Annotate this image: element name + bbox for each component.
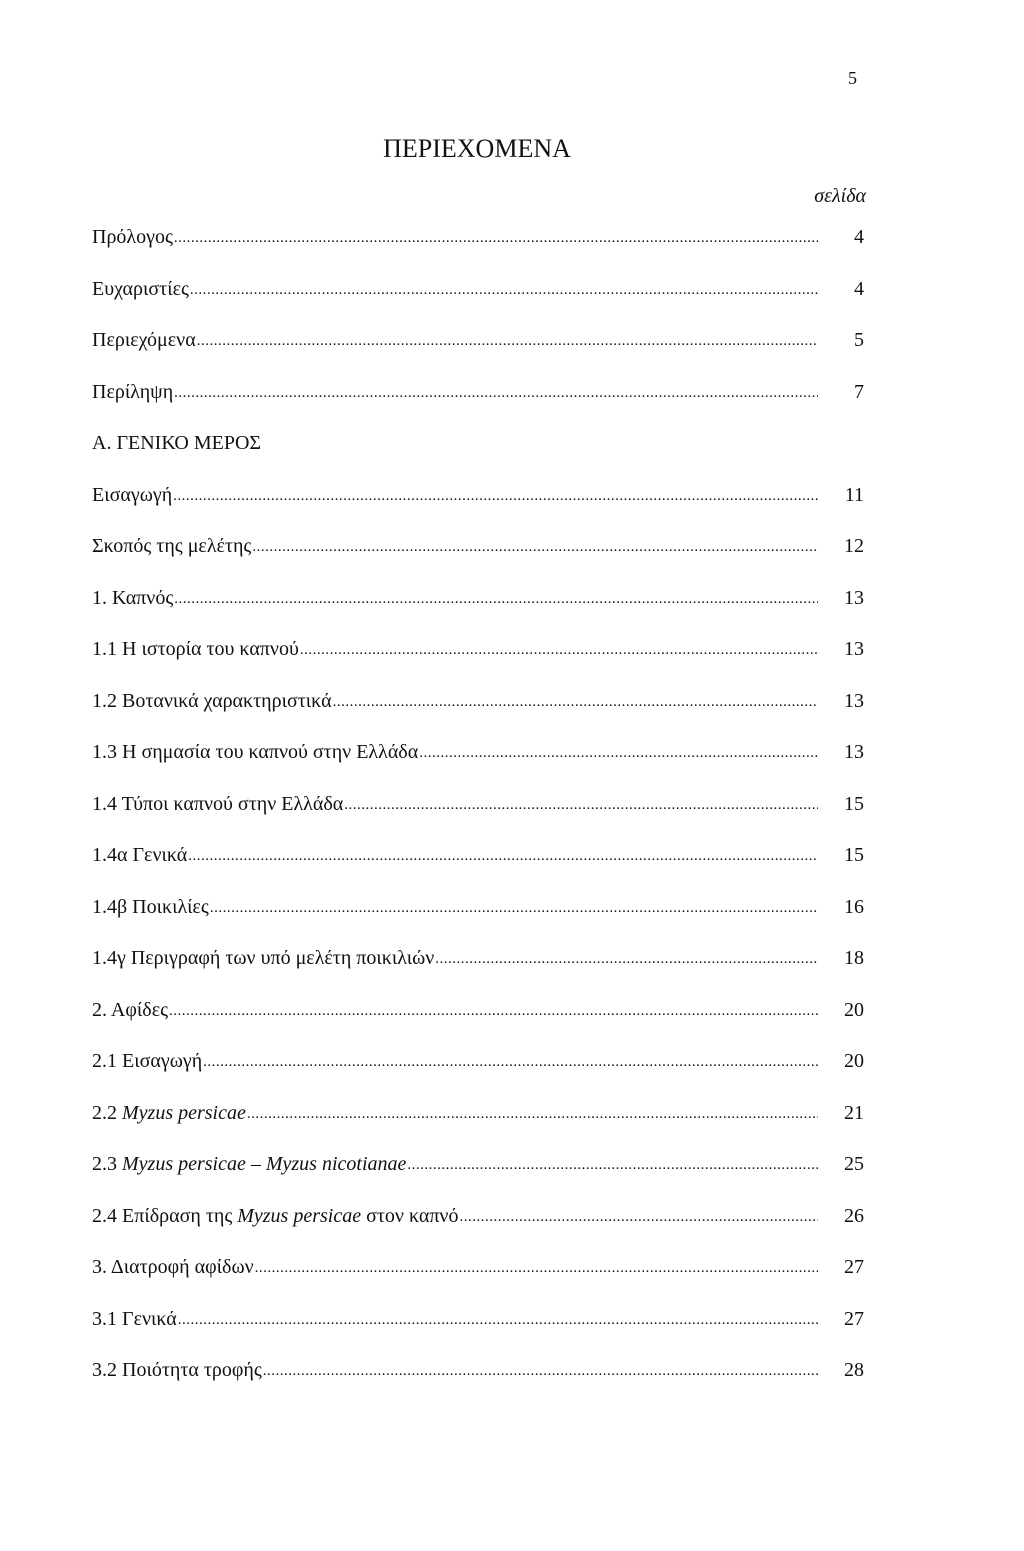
species-name: Myzus persicae: [122, 1101, 246, 1124]
dot-leader: [300, 629, 818, 669]
dot-leader: [407, 1144, 818, 1184]
toc-entry-page: 26: [844, 1204, 864, 1227]
toc-entry-label: Περίληψη: [92, 380, 174, 403]
toc-entry-page: 21: [844, 1101, 864, 1124]
toc-entry[interactable]: [92, 1145, 864, 1197]
dot-leader: [203, 1041, 818, 1081]
toc-entry-label: 3.2 Ποιότητα τροφής: [92, 1359, 262, 1381]
toc-entry[interactable]: [92, 836, 864, 888]
toc-entry-label: Εισαγωγή: [92, 483, 173, 506]
dot-leader: [178, 1299, 818, 1339]
toc-entry[interactable]: [92, 630, 864, 682]
dot-leader: [435, 938, 818, 978]
toc-entry-page: 13: [844, 586, 864, 609]
toc-entry-label: 1.4 Τύποι καπνού στην Ελλάδα: [92, 792, 344, 815]
toc-entry-prefix: 2.3: [92, 1153, 122, 1175]
toc-entry[interactable]: [92, 888, 864, 940]
page-title: ΠΕΡΙΕΧΟΜΕΝΑ: [383, 134, 571, 163]
toc-entry-page: 15: [844, 792, 864, 815]
toc-entry[interactable]: [92, 939, 864, 991]
toc-entry[interactable]: [92, 1248, 864, 1300]
toc-entry-page: 15: [844, 844, 864, 866]
toc-entry-page: 20: [844, 998, 864, 1021]
toc-entry-label: 2. Αφίδες: [92, 998, 169, 1021]
toc-entry-page: 27: [844, 1307, 864, 1330]
toc-entry-label: Σκοπός της μελέτης: [92, 535, 252, 557]
toc-entry-label: 1.2 Βοτανικά χαρακτηριστικά: [92, 689, 332, 712]
toc-entry[interactable]: [92, 682, 864, 734]
toc-entry-page: 28: [844, 1359, 864, 1381]
toc-entry-page: 13: [844, 741, 864, 763]
toc-entry-prefix: 2.2: [92, 1101, 122, 1124]
toc-entry[interactable]: [92, 785, 864, 837]
dot-leader: [459, 1196, 818, 1236]
toc-entry[interactable]: [92, 527, 864, 579]
toc-entry[interactable]: [92, 579, 864, 631]
toc-entry-label: Ευχαριστίες: [92, 277, 189, 300]
toc-entry-page: 4: [854, 277, 864, 300]
dot-leader: [252, 526, 818, 566]
dot-leader: [197, 320, 818, 360]
toc-entry-label: 1.4γ Περιγραφή των υπό μελέτη ποικιλιών: [92, 947, 435, 969]
dot-leader: [344, 784, 818, 824]
toc-entry-prefix: 2.4 Επίδραση της: [92, 1204, 238, 1227]
toc-entry-label: 3. Διατροφή αφίδων: [92, 1256, 254, 1278]
toc-entry-page: 13: [844, 638, 864, 660]
toc-entry[interactable]: [92, 991, 864, 1043]
toc-entry-label: 1.4α Γενικά: [92, 844, 188, 866]
toc-entry-label: 1.1 Η ιστορία του καπνού: [92, 638, 299, 660]
table-of-contents: [92, 218, 864, 1403]
dot-leader: [247, 1093, 818, 1133]
toc-entry-page: 4: [854, 226, 864, 248]
toc-entry-page: 11: [844, 483, 864, 506]
toc-entry[interactable]: [92, 321, 864, 373]
toc-entry-label: Πρόλογος: [92, 226, 173, 248]
dot-leader: [263, 1350, 818, 1390]
toc-entry[interactable]: [92, 1351, 864, 1403]
toc-entry[interactable]: [92, 476, 864, 528]
toc-entry[interactable]: [92, 218, 864, 270]
toc-entry[interactable]: [92, 733, 864, 785]
toc-entry-label: [92, 1094, 246, 1132]
toc-entry[interactable]: [92, 1094, 864, 1146]
toc-entry-page: 25: [844, 1153, 864, 1175]
toc-entry-label: 1. Καπνός: [92, 586, 174, 609]
section-heading: Α. ΓΕΝΙΚΟ ΜΕΡΟΣ: [92, 432, 262, 454]
dot-leader: [419, 732, 818, 772]
toc-entry[interactable]: [92, 270, 864, 322]
toc-entry[interactable]: [92, 1300, 864, 1352]
dot-leader: [169, 990, 818, 1030]
toc-entry-page: 7: [854, 380, 864, 403]
toc-entry-label: 2.1 Εισαγωγή: [92, 1050, 203, 1072]
dot-leader: [174, 372, 818, 412]
dot-leader: [255, 1247, 818, 1287]
toc-entry-suffix: στον καπνό: [361, 1204, 459, 1227]
toc-entry-page: 27: [844, 1256, 864, 1278]
dot-leader: [188, 835, 818, 875]
dot-leader: [173, 475, 818, 515]
toc-entry[interactable]: [92, 1197, 864, 1249]
dot-leader: [190, 269, 818, 309]
species-name: Myzus persicae: [237, 1204, 362, 1227]
toc-entry-page: 5: [854, 329, 864, 351]
toc-entry-page: 18: [844, 947, 864, 969]
dot-leader: [174, 217, 818, 257]
species-name: Myzus persicae – Myzus nicotianae: [122, 1153, 407, 1175]
toc-entry-label: 1.4β Ποικιλίες: [92, 895, 209, 918]
dot-leader: [174, 578, 818, 618]
page-number: 5: [848, 68, 857, 88]
toc-entry-page: 20: [844, 1050, 864, 1072]
dot-leader: [210, 887, 818, 927]
page-column-header: σελίδα: [814, 185, 866, 207]
toc-entry-page: 16: [844, 895, 864, 918]
dot-leader: [333, 681, 818, 721]
toc-entry-label: [92, 1145, 406, 1183]
toc-entry-page: 13: [844, 689, 864, 712]
toc-entry-label: Περιεχόμενα: [92, 329, 196, 351]
toc-entry-label: 3.1 Γενικά: [92, 1307, 177, 1330]
toc-entry[interactable]: [92, 1042, 864, 1094]
toc-entry-label: [92, 1197, 458, 1235]
toc-entry-page: 12: [844, 535, 864, 557]
toc-entry-label: 1.3 Η σημασία του καπνού στην Ελλάδα: [92, 741, 419, 763]
toc-entry[interactable]: [92, 373, 864, 425]
